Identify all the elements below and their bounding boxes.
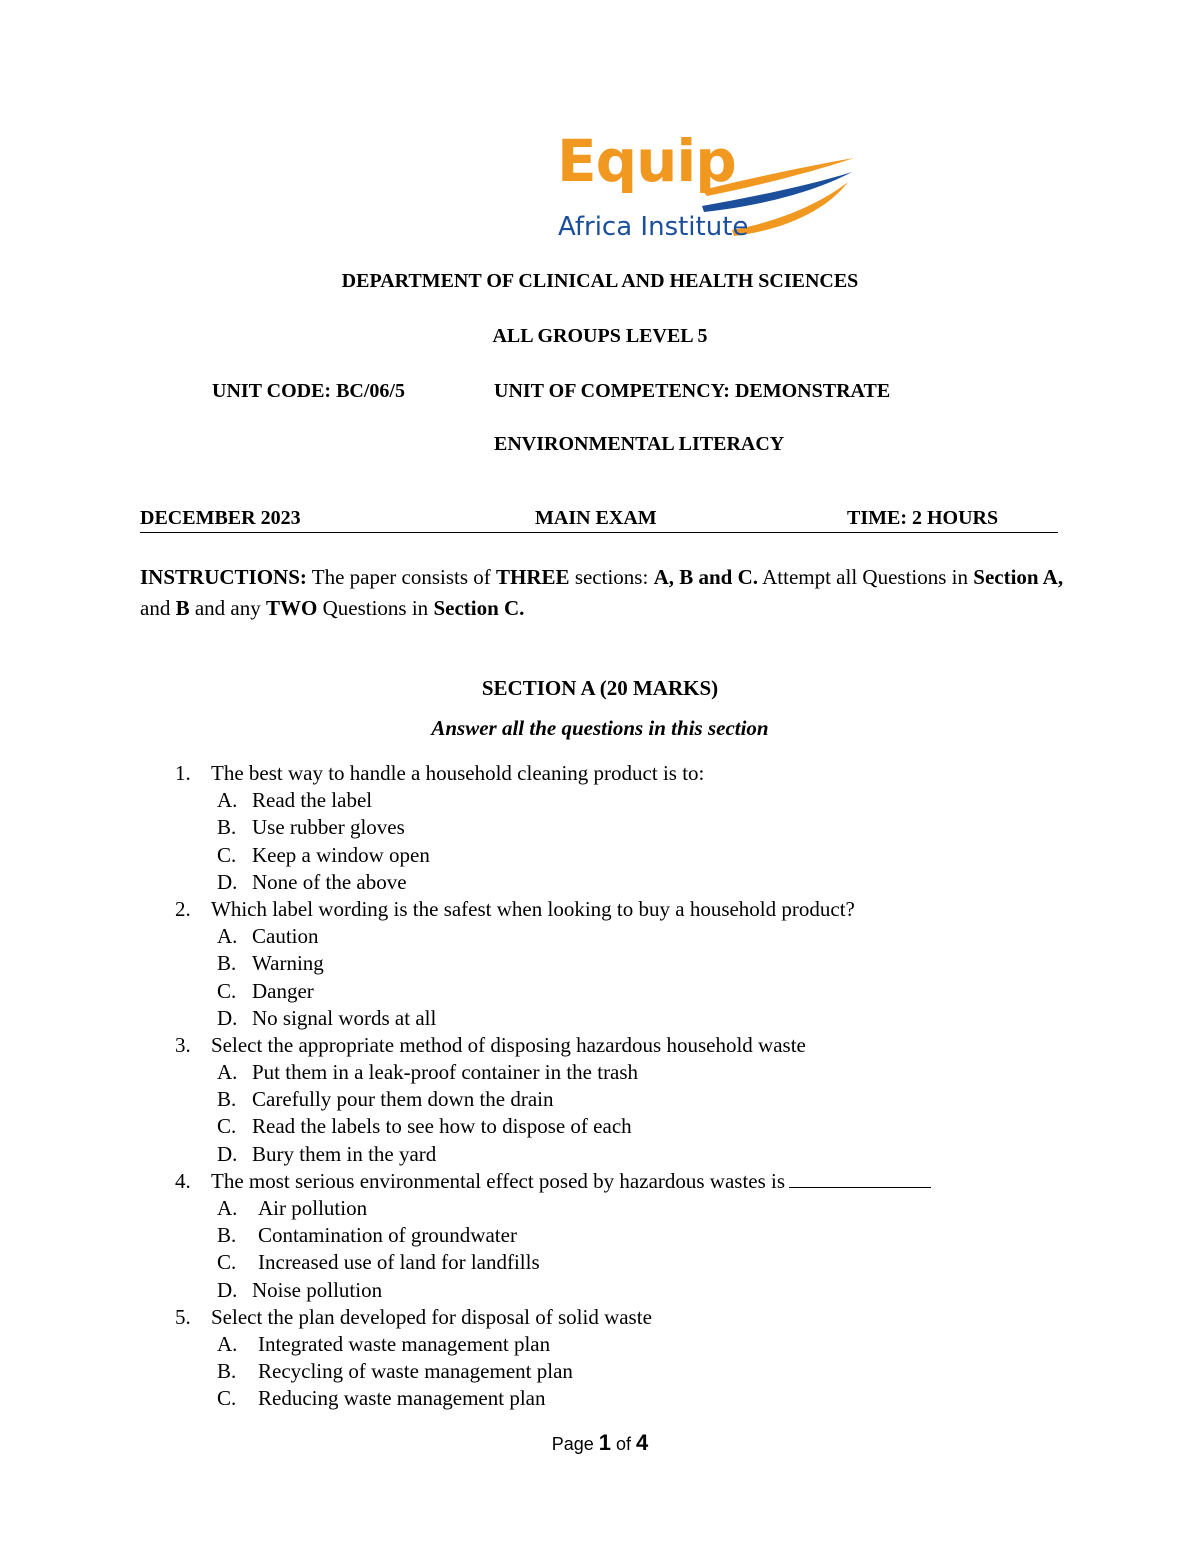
page-number — [0, 1430, 1200, 1456]
instructions-label: INSTRUCTIONS: — [140, 565, 307, 589]
option-letter: D. — [217, 1141, 238, 1166]
instructions-emphasis: B — [175, 596, 190, 620]
exam-time: TIME: 2 HOURS — [847, 507, 999, 529]
option-text: Danger — [252, 978, 314, 1003]
question-number: 5. — [175, 1304, 191, 1329]
option-text: Put them in a leak-proof container in the trash — [252, 1060, 639, 1085]
question-number: 3. — [175, 1032, 191, 1057]
option — [175, 1005, 1075, 1032]
instructions-text: sections: — [569, 565, 654, 589]
option-letter: C. — [217, 1114, 237, 1139]
option-letter: A. — [217, 1196, 238, 1220]
option-text: Keep a window open — [252, 842, 430, 867]
option — [175, 1113, 1075, 1140]
question-text: Select the appropriate method of disposing hazardous household waste — [211, 1032, 806, 1057]
instructions-text: Questions in — [317, 596, 434, 620]
option — [175, 842, 1075, 869]
option-letter: C. — [217, 1386, 237, 1411]
department-title: DEPARTMENT OF CLINICAL AND HEALTH SCIENCES — [341, 270, 859, 292]
option-text: Read the labels to see how to dispose of each — [252, 1114, 632, 1139]
option-text: Reducing waste management plan — [258, 1386, 546, 1411]
option-letter: B. — [217, 1087, 237, 1112]
option-text: Bury them in the yard — [252, 1141, 437, 1166]
option — [175, 1385, 1075, 1412]
option-letter: A. — [217, 1060, 238, 1085]
option-text: Warning — [252, 951, 324, 976]
option — [175, 1277, 1075, 1304]
option-letter: B. — [217, 1359, 237, 1384]
option-text: Integrated waste management plan — [258, 1331, 551, 1356]
option — [175, 869, 1075, 896]
option — [175, 978, 1075, 1005]
option-text: Contamination of groundwater — [258, 1223, 517, 1248]
instructions-text: Attempt all Questions in — [758, 565, 974, 589]
option-letter: C. — [217, 1250, 237, 1275]
question-text: Select the plan developed for disposal of solid waste — [211, 1304, 652, 1329]
option-letter: A. — [217, 1331, 238, 1356]
total-pages: 4 — [636, 1430, 649, 1455]
option — [175, 787, 1075, 814]
page-word: Page — [551, 1434, 594, 1454]
option-letter: B. — [217, 815, 237, 840]
question-text: The best way to handle a household cleaning product is to: — [211, 761, 705, 785]
option-text: Noise pollution — [252, 1277, 383, 1302]
option-letter: D. — [217, 869, 238, 894]
unit-competency-line2: ENVIRONMENTAL LITERACY — [494, 433, 785, 455]
option-letter: D. — [217, 1277, 238, 1302]
option — [175, 950, 1075, 977]
unit-code: UNIT CODE: BC/06/5 — [212, 380, 405, 402]
answer-blank — [789, 1169, 931, 1188]
option — [175, 1059, 1075, 1086]
header-divider — [140, 532, 1058, 533]
option — [175, 1195, 1075, 1222]
question-4 — [175, 1168, 1075, 1195]
option-letter: C. — [217, 978, 237, 1003]
option-letter: C. — [217, 842, 237, 867]
option-text: Read the label — [252, 788, 373, 813]
option-letter: A. — [217, 788, 238, 813]
option — [175, 814, 1075, 841]
option-text: No signal words at all — [252, 1005, 437, 1030]
instructions-emphasis: TWO — [266, 596, 318, 620]
of-word: of — [616, 1434, 632, 1454]
question-text: Which label wording is the safest when looking to buy a household product? — [211, 896, 855, 921]
option-letter: B. — [217, 951, 237, 976]
instructions-emphasis: Section C. — [433, 596, 525, 620]
instructions-text: and any — [189, 596, 266, 620]
instructions-text: and — [140, 596, 176, 620]
current-page: 1 — [598, 1430, 611, 1455]
institute-logo — [552, 127, 862, 248]
question-number: 1. — [175, 761, 191, 785]
option-text: None of the above — [252, 869, 407, 894]
instructions-emphasis: Section A, — [973, 565, 1064, 589]
option-letter: A. — [217, 924, 238, 949]
option-letter: D. — [217, 1005, 238, 1030]
question-text-wrap — [211, 1168, 931, 1195]
option — [175, 1249, 1075, 1276]
section-a-title: SECTION A (20 MARKS) — [481, 676, 719, 700]
question-number: 4. — [175, 1168, 191, 1193]
logo-word: Equip — [557, 127, 736, 195]
question-list — [175, 760, 1075, 1413]
exam-date: DECEMBER 2023 — [140, 507, 301, 529]
option-text: Air pollution — [258, 1196, 368, 1220]
exam-type: MAIN EXAM — [535, 507, 657, 529]
option — [175, 1358, 1075, 1385]
option — [175, 1086, 1075, 1113]
option-text: Recycling of waste management plan — [258, 1359, 573, 1384]
option-text: Increased use of land for landfills — [258, 1250, 540, 1275]
instructions — [140, 562, 1065, 624]
question-number: 2. — [175, 896, 191, 921]
question-5 — [175, 1304, 1075, 1331]
option — [175, 1331, 1075, 1358]
section-a-note: Answer all the questions in this section — [431, 716, 769, 740]
instructions-text: The paper consists of — [306, 565, 497, 589]
question-text: The most serious environmental effect posed by hazardous wastes is — [211, 1168, 786, 1193]
question-2 — [175, 896, 1075, 923]
option — [175, 923, 1075, 950]
instructions-emphasis: A, B and C. — [653, 565, 759, 589]
option-text: Use rubber gloves — [252, 815, 405, 840]
instructions-emphasis: THREE — [496, 565, 570, 589]
option — [175, 1222, 1075, 1249]
groups-level: ALL GROUPS LEVEL 5 — [492, 325, 708, 347]
unit-competency-line1: UNIT OF COMPETENCY: DEMONSTRATE — [494, 380, 891, 402]
option-letter: B. — [217, 1223, 237, 1248]
logo-subtitle: Africa Institute — [558, 212, 749, 242]
option-text: Caution — [252, 924, 319, 949]
option-text: Carefully pour them down the drain — [252, 1087, 554, 1112]
question-3 — [175, 1032, 1075, 1059]
option — [175, 1141, 1075, 1168]
question-1 — [175, 760, 1075, 787]
